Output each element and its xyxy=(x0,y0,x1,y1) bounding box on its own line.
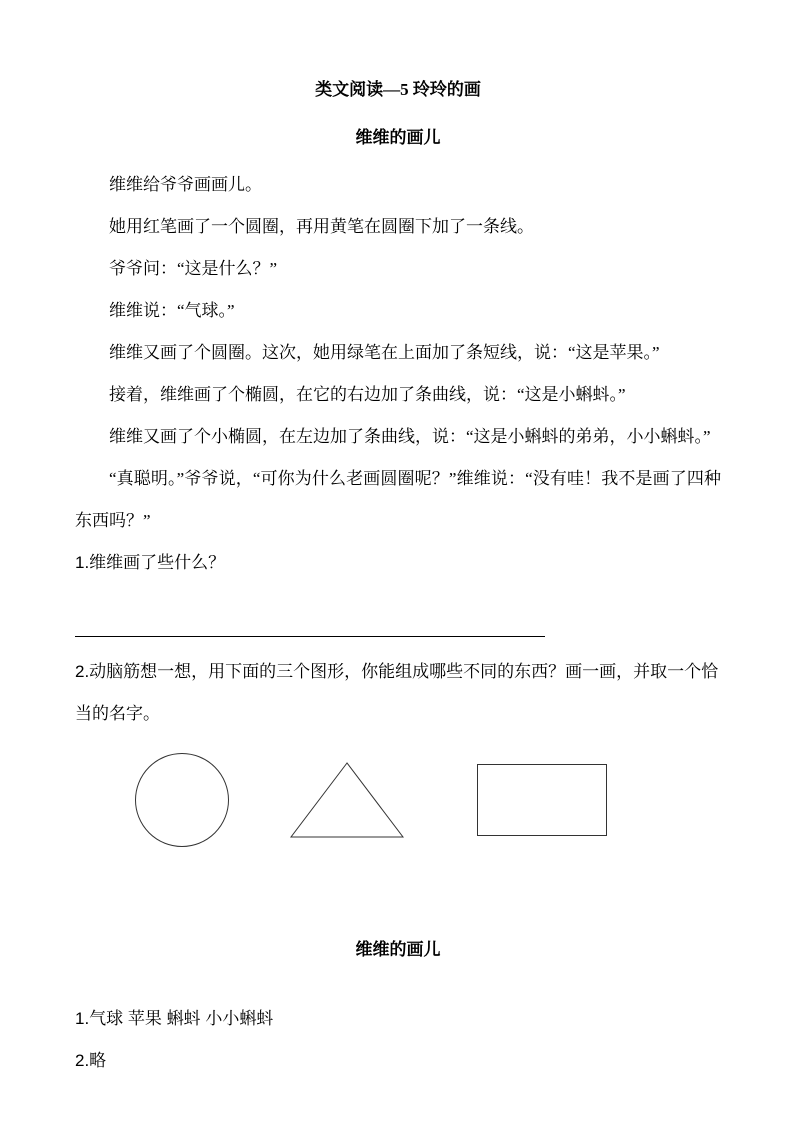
circle-shape xyxy=(135,753,229,847)
question-2: 2.动脑筋想一想，用下面的三个图形，你能组成哪些不同的东西？画一画，并取一个恰当的名字。 xyxy=(75,662,719,723)
page-title: 类文阅读—5 玲玲的画 xyxy=(315,80,481,99)
triangle-shape xyxy=(289,761,405,839)
story-paragraph: 爷爷问：“这是什么？” xyxy=(109,259,278,278)
answer-blank-line xyxy=(75,636,545,637)
answer-section-title: 维维的画儿 xyxy=(355,940,441,959)
story-title: 维维的画儿 xyxy=(355,128,441,147)
answer-1: 1.气球 苹果 蝌蚪 小小蝌蚪 xyxy=(75,1009,274,1028)
question-1: 1.维维画了些什么？ xyxy=(75,553,226,572)
story-paragraph: “真聪明。”爷爷说，“可你为什么老画圆圈呢？”维维说：“没有哇！我不是画了四种东西吗？” xyxy=(75,469,721,530)
story-paragraph: 维维又画了个圆圈。这次，她用绿笔在上面加了条短线，说：“这是苹果。” xyxy=(109,343,660,362)
story-section xyxy=(75,164,721,542)
story-paragraph: 接着，维维画了个椭圆，在它的右边加了条曲线，说：“这是小蝌蚪。” xyxy=(109,385,626,404)
story-paragraph: 维维给爷爷画画儿。 xyxy=(109,175,262,194)
rectangle-shape xyxy=(477,764,607,836)
shapes-row xyxy=(75,749,721,851)
story-paragraph: 维维说：“气球。” xyxy=(109,301,235,320)
story-paragraph: 她用红笔画了一个圆圈，再用黄笔在圆圈下加了一条线。 xyxy=(109,217,534,236)
answer-2: 2.略 xyxy=(75,1051,107,1070)
story-paragraph: 维维又画了个小椭圆，在左边加了条曲线，说：“这是小蝌蚪的弟弟，小小蝌蚪。” xyxy=(109,427,711,446)
